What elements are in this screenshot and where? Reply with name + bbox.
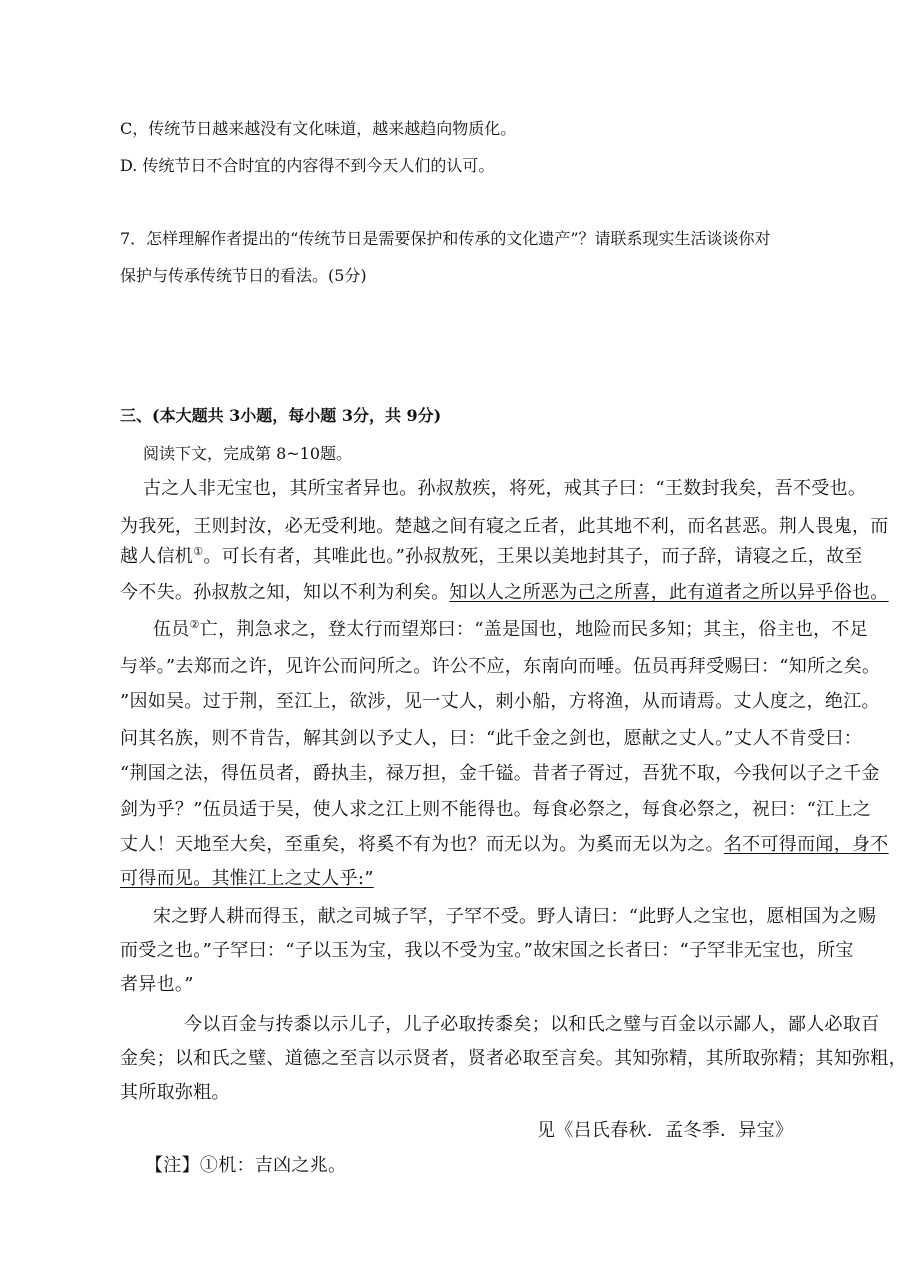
passage-p4-line-1: 今以百金与抟黍以示儿子，儿子必取抟黍矣；以和氏之璧与百金以示鄙人，鄙人必取百	[184, 1014, 880, 1035]
passage-p1-line-2: 为我死，王则封汝，必无受利地。楚越之间有寝之丘者，此其地不利，而名甚恶。荆人畏鬼，而	[120, 516, 889, 537]
passage-p1-line-1: 古之人非无宝也，其所宝者异也。孙叔敖疾，将死，戒其子曰：“王数封我矣，吾不受也。	[143, 478, 867, 499]
passage-p2-line-1	[153, 619, 868, 641]
passage-text: 伍员	[153, 619, 190, 640]
passage-p3-line-2: 而受之也。”子罕曰：“子以玉为宝，我以不受为宝。”故宋国之长者曰：“子罕非无宝也，所宝	[120, 940, 854, 961]
section-3-instruction: 阅读下文，完成第 8~10题。	[143, 444, 353, 463]
option-c: C，传统节日越来越没有文化味道，越来越趋向物质化。	[120, 119, 517, 138]
question-7-line-2: 保护与传承传统节日的看法。(5分)	[120, 266, 367, 285]
underlined-sentence: 名不可得而闻，身不	[723, 834, 889, 855]
underlined-sentence: 知以人之所恶为己之所喜，此有道者之所以异乎俗也。	[449, 582, 889, 603]
option-d: D. 传统节日不合时宜的内容得不到今天人们的认可。	[120, 156, 495, 175]
passage-source: 见《吕氏春秋．孟冬季．异宝》	[537, 1120, 794, 1141]
passage-text: 越人信机	[120, 546, 194, 567]
passage-text: 丈人！天地至大矣，至重矣，将奚不有为也？而无以为。为奚而无以为之。	[120, 834, 724, 855]
footnote: 【注】①机：吉凶之兆。	[145, 1155, 347, 1176]
passage-p2-line-6: 剑为乎？”伍员适于吴，使人求之江上则不能得也。每食必祭之，每食必祭之，祝曰：“江上之	[120, 799, 871, 820]
passage-p4-line-3: 其所取弥粗。	[120, 1082, 230, 1103]
passage-p4-line-2: 金矣；以和氏之璧、道德之至言以示贤者，贤者必取至言矣。其知弥精，其所取弥精；其知弥粗，	[120, 1048, 907, 1069]
passage-p2-line-5: “荆国之法，得伍员者，爵执圭，禄万担，金千镒。昔者子胥过，吾犹不取，今我何以子之千金	[120, 763, 880, 784]
passage-p1-line-3	[120, 546, 863, 568]
question-7-line-1: 7．怎样理解作者提出的“传统节日是需要保护和传承的文化遗产”？请联系现实生活谈谈你对	[120, 229, 771, 248]
section-3-heading: 三、(本大题共 3小题，每小题 3分，共 9分)	[120, 406, 442, 425]
passage-p1-line-4	[120, 582, 889, 604]
passage-p2-line-2: 与举。”去郑而之许，见许公而问所之。许公不应，东南向而唾。伍员再拜受赐曰：“知所之矣。	[120, 656, 881, 677]
footnote-marker: ②	[189, 618, 200, 631]
passage-p2-line-8: 可得而见。其惟江上之丈人乎:”	[120, 868, 374, 889]
passage-p2-line-4: 问其名族，则不肯告，解其剑以予丈人，曰：“此千金之剑也，愿献之丈人。”丈人不肯受曰：	[120, 728, 862, 749]
footnote-marker: ①	[193, 545, 204, 558]
passage-text: 。可长有者，其唯此也。”孙叔敖死，王果以美地封其子，而子辞，请寝之丘，故至	[203, 546, 863, 567]
passage-p2-line-7	[120, 834, 889, 856]
passage-text: 今不失。孙叔敖之知，知以不利为利矣。	[120, 582, 450, 603]
passage-p3-line-3: 者异也。”	[120, 974, 194, 995]
passage-text: 亡，荆急求之，登太行而望郑曰：“盖是国也，地险而民多知；其主，俗主也，不足	[199, 619, 869, 640]
passage-p3-line-1: 宋之野人耕而得玉，献之司城子罕，子罕不受。野人请曰：“此野人之宝也，愿相国为之赐	[153, 906, 877, 927]
passage-p2-line-3: ”因如吴。过于荆，至江上，欲涉，见一丈人，刺小船，方将渔，从而请焉。丈人度之，绝江。	[120, 691, 880, 712]
